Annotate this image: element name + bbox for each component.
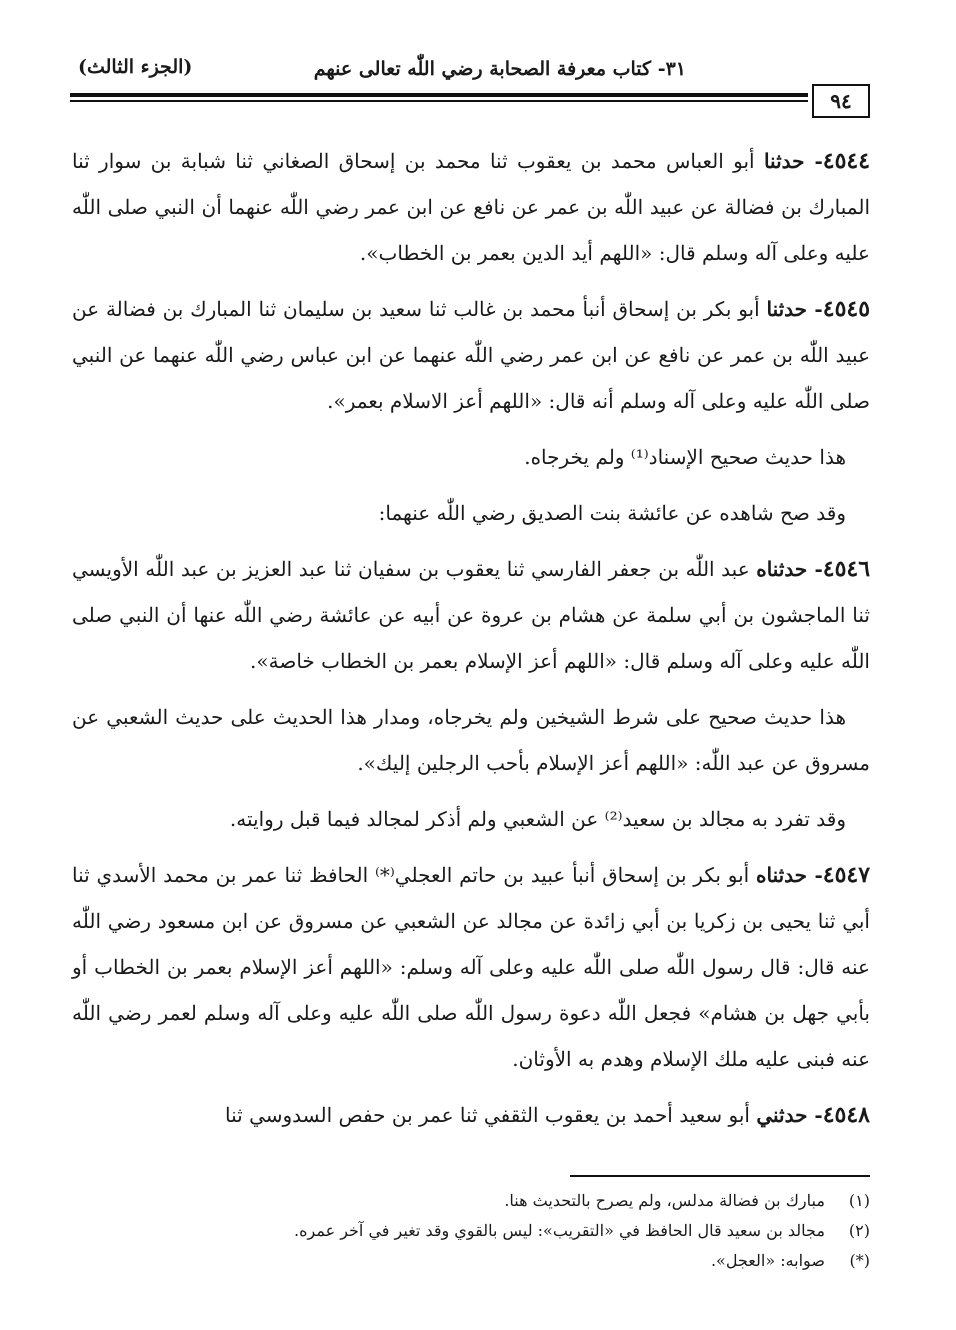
main-text [72, 138, 870, 1148]
hadith-number: ٤٥٤٧ [822, 862, 871, 888]
footnote-2 [72, 1216, 870, 1246]
hadith-verb: حدثناه [756, 557, 808, 581]
hadith-number: ٤٥٤٤ [822, 148, 871, 174]
page-number: ٩٤ [812, 84, 870, 118]
footnote-rule [570, 1175, 870, 1177]
hadith-verb: حدثني [756, 1103, 808, 1127]
hadith-verb: حدثنا [763, 149, 805, 173]
footnotes [72, 1186, 870, 1276]
footnote-star [72, 1246, 870, 1276]
footnote-mark: (*) [849, 1251, 870, 1270]
remark-shahid: وقد صح شاهده عن عائشة بنت الصديق رضي اللّٰه عنهما: [378, 501, 846, 525]
hadith-4547: ٤٥٤٧- حدثناه أبو بكر بن إسحاق أنبأ عبيد بن حاتم العجلي⁽*⁾ الحافظ ثنا عمر بن محمد الأسدي ثنا أبي ثنا يحيى بن زكريا بن أبي زائدة عن مجالد عن الشعبي عن مسروق عن ابن مسعود رضي اللّٰه عنه قال: قال رسول اللّٰه صلى اللّٰه عليه وعلى آله وسلم: «اللهم أعز الإسلام بعمر بن الخطاب أو بأبي جهل بن هشام» فجعل اللّٰه دعوة رسول اللّٰه صلى اللّٰه عليه وعلى آله وسلم لعمر رضي اللّٰه عنه فبنى عليه ملك الإسلام وهدم به الأوثان. [72, 862, 871, 1071]
part-label: (الجزء الثالث) [78, 56, 193, 78]
hadith-number: ٤٥٤٨ [822, 1102, 870, 1128]
hadith-verb: حدثناه [756, 863, 808, 887]
chapter-title: ٣١- كتاب معرفة الصحابة رضي اللّٰه تعالى عنهم [313, 58, 686, 80]
hadith-text: أبو بكر بن إسحاق أنبأ محمد بن غالب ثنا سعيد بن سليمان ثنا المبارك بن فضالة عن عبيد اللّٰه بن عمر عن نافع عن ابن عمر رضي اللّٰه عنهما عن ابن عباس رضي اللّٰه عنهما عن النبي صلى اللّٰه عليه وعلى آله وسلم أنه قال: «اللهم أعز الاسلام بعمر». [72, 297, 870, 413]
hadith-number: ٤٥٤٦ [822, 556, 871, 582]
hadith-4548: ٤٥٤٨- حدثني أبو سعيد أحمد بن يعقوب الثقفي ثنا عمر بن حفص السدوسي ثنا [225, 1102, 870, 1128]
header-rule-thin [70, 100, 808, 102]
page-header [70, 52, 876, 92]
remark-isnad: هذا حديث صحيح الإسناد⁽¹⁾ ولم يخرجاه. [524, 445, 846, 469]
footnote-mark: (٢) [848, 1221, 870, 1240]
remark-sahih: هذا حديث صحيح على شرط الشيخين ولم يخرجاه، ومدار هذا الحديث على حديث الشعبي عن مسروق عن عبد اللّٰه: «اللهم أعز الإسلام بأحب الرجلين إليك». [72, 705, 870, 775]
footnote-text: مجالد بن سعيد قال الحافظ في «التقريب»: ليس بالقوي وقد تغير في آخر عمره. [294, 1221, 825, 1240]
header-rule-thick [70, 93, 808, 97]
hadith-text: أبو العباس محمد بن يعقوب ثنا محمد بن إسحاق الصغاني ثنا شبابة بن سوار ثنا المبارك بن فضالة عن عبيد اللّٰه بن عمر عن نافع عن ابن عمر رضي اللّٰه عنهما أن النبي صلى اللّٰه عليه وعلى آله وسلم قال: «اللهم أيد الدين بعمر بن الخطاب». [72, 149, 870, 265]
hadith-number: ٤٥٤٥ [822, 296, 871, 322]
hadith-verb: حدثنا [766, 297, 808, 321]
hadith-4544: ٤٥٤٤- حدثنا أبو العباس محمد بن يعقوب ثنا محمد بن إسحاق الصغاني ثنا شبابة بن سوار ثنا المبارك بن فضالة عن عبيد اللّٰه بن عمر عن نافع عن ابن عمر رضي اللّٰه عنهما أن النبي صلى اللّٰه عليه وعلى آله وسلم قال: «اللهم أيد الدين بعمر بن الخطاب». [72, 148, 871, 265]
hadith-4546: ٤٥٤٦- حدثناه عبد اللّٰه بن جعفر الفارسي ثنا يعقوب بن سفيان ثنا عبد العزيز بن عبد اللّٰه الأويسي ثنا الماجشون بن أبي سلمة عن هشام بن عروة عن أبيه عن عائشة رضي اللّٰه عنها أن النبي صلى اللّٰه عليه وعلى آله وسلم قال: «اللهم أعز الإسلام بعمر بن الخطاب خاصة». [72, 556, 871, 673]
remark-mujalid: وقد تفرد به مجالد بن سعيد⁽²⁾ عن الشعبي ولم أذكر لمجالد فيما قبل روايته. [229, 807, 846, 831]
hadith-text: عبد اللّٰه بن جعفر الفارسي ثنا يعقوب بن سفيان ثنا عبد العزيز بن عبد اللّٰه الأويسي ثنا الماجشون بن أبي سلمة عن هشام بن عروة عن أبيه عن عائشة رضي اللّٰه عنها أن النبي صلى اللّٰه عليه وعلى آله وسلم قال: «اللهم أعز الإسلام بعمر بن الخطاب خاصة». [72, 557, 870, 673]
footnote-text: صوابه: «العجل». [710, 1251, 825, 1270]
footnote-1 [72, 1186, 870, 1216]
hadith-text: أبو بكر بن إسحاق أنبأ عبيد بن حاتم العجلي⁽*⁾ الحافظ ثنا عمر بن محمد الأسدي ثنا أبي ثنا يحيى بن زكريا بن أبي زائدة عن مجالد عن الشعبي عن مسروق عن ابن مسعود رضي اللّٰه عنه قال: قال رسول اللّٰه صلى اللّٰه عليه وعلى آله وسلم: «اللهم أعز الإسلام بعمر بن الخطاب أو بأبي جهل بن هشام» فجعل اللّٰه دعوة رسول اللّٰه صلى اللّٰه عليه وعلى آله وسلم لعمر رضي اللّٰه عنه فبنى عليه ملك الإسلام وهدم به الأوثان. [72, 863, 870, 1071]
hadith-4545: ٤٥٤٥- حدثنا أبو بكر بن إسحاق أنبأ محمد بن غالب ثنا سعيد بن سليمان ثنا المبارك بن فضالة عن عبيد اللّٰه بن عمر عن نافع عن ابن عمر رضي اللّٰه عنهما عن ابن عباس رضي اللّٰه عنهما عن النبي صلى اللّٰه عليه وعلى آله وسلم أنه قال: «اللهم أعز الاسلام بعمر». [72, 296, 871, 413]
hadith-text: أبو سعيد أحمد بن يعقوب الثقفي ثنا عمر بن حفص السدوسي ثنا [225, 1103, 750, 1127]
footnote-text: مبارك بن فضالة مدلس، ولم يصرح بالتحديث هنا. [504, 1191, 825, 1210]
footnote-mark: (١) [848, 1191, 870, 1210]
